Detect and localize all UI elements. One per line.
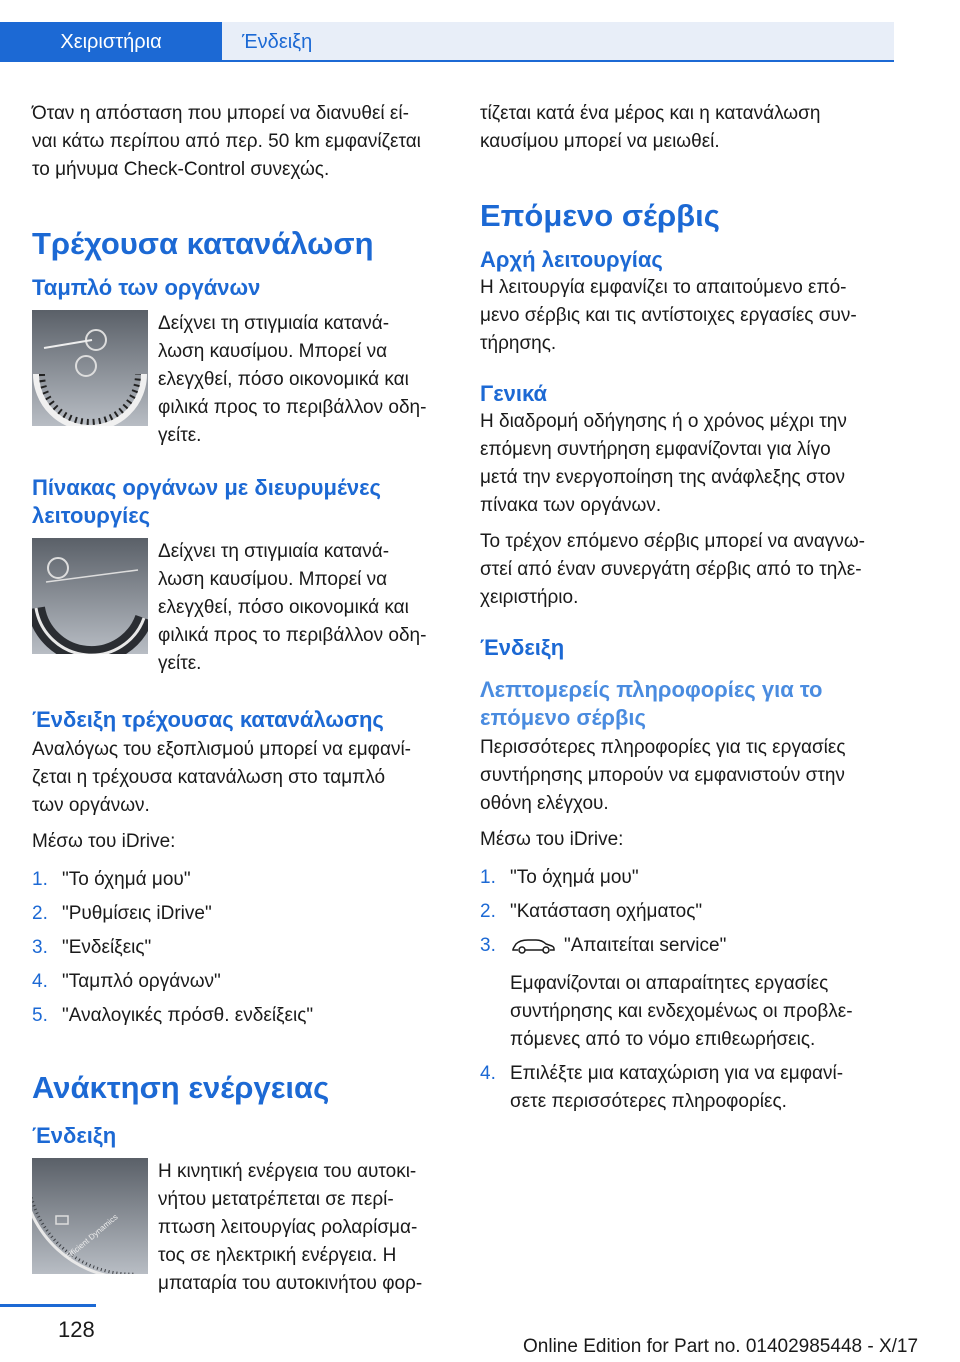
heading-instrument-cluster: Ταμπλό των οργάνων: [32, 275, 261, 300]
cluster-description: Δείχνει τη στιγμιαία κατανά- λωση καυσίμου. Μπορεί να ελεγχθεί, πόσο οικονομικά και φιλικά προς το περιβάλλον οδη- γείτε.: [158, 313, 427, 446]
general-paragraph-2: Το τρέχον επόμενο σέρβις μπορεί να αναγνω- στεί από έναν συνεργάτη σέρβις από το τηλε- χειριστήριο.: [480, 531, 865, 608]
recovery-gauge-image: [32, 1158, 148, 1274]
list-item: 1. "Το όχημά μου": [480, 867, 639, 888]
heading-general: Γενικά: [480, 381, 548, 406]
cluster-figure: [32, 310, 452, 450]
list-item: 5. "Αναλογικές πρόσθ. ενδείξεις": [32, 1005, 314, 1026]
via-idrive-left: Μέσω του iDrive:: [32, 831, 176, 852]
header-divider: [0, 60, 894, 62]
list-item: 1. "Το όχημά μου": [32, 869, 191, 890]
car-service-icon: [510, 937, 556, 955]
extended-description: Δείχνει τη στιγμιαία κατανά- λωση καυσίμου. Μπορεί να ελεγχθεί, πόσο οικονομικά και φιλικά προς το περιβάλλον οδη- γείτε.: [158, 541, 427, 674]
continuation-paragraph: τίζεται κατά ένα μέρος και η κατανάλωση καυσίμου μπορεί να μειωθεί.: [480, 103, 821, 152]
recovery-figure: [32, 1158, 452, 1298]
list-item: 3. "Απαιτείται service" Εμφανίζονται οι απαραίτητες εργασίες συντήρησης και ενδεχομένως οι προβλε- πόμενες από το νόμο επιθεωρήσεις.: [480, 932, 900, 1054]
edition-note: Online Edition for Part no. 01402985448 - X/17: [523, 1336, 919, 1357]
general-paragraph-1: Η διαδρομή οδήγησης ή ο χρόνος μέχρι την επόμενη συντήρηση εμφανίζονται για λίγο μετά την ενεργοποίηση της ανάφλεξης στον πίνακα των οργάνων.: [480, 411, 847, 516]
heading-details: Λεπτομερείς πληροφορίες για το επόμενο σέρβις: [480, 677, 823, 730]
step3-label: "Απαιτείται service": [564, 935, 727, 956]
list-item: 4. Επιλέξτε μια καταχώριση για να εμφανί- σετε περισσότερες πληροφορίες.: [480, 1063, 844, 1112]
gauge-extended-image: [32, 538, 148, 654]
intro-paragraph: Όταν η απόσταση που μπορεί να διανυθεί εί- ναι κάτω περίπου από περ. 50 km εμφανίζεται το μήνυμα Check-Control συνεχώς.: [32, 103, 421, 180]
header-bar: [0, 0, 960, 62]
principle-paragraph: Η λειτουργία εμφανίζει το απαιτούμενο επό- μενο σέρβις και τις αντίστοιχες εργασίες συν- τήρησης.: [480, 277, 857, 354]
step3-note: Εμφανίζονται οι απαραίτητες εργασίες συντήρησης και ενδεχομένως οι προβλε- πόμενες από το νόμο επιθεωρήσεις.: [510, 973, 853, 1050]
heading-recovery-display: Ένδειξη: [32, 1123, 117, 1148]
page-number: 128: [58, 1317, 95, 1342]
left-column: [32, 100, 452, 1298]
left-steps-list: [32, 866, 452, 1030]
heading-current-consumption: Τρέχουσα κατανάλωση: [32, 226, 374, 261]
efficient-dynamics-label: Efficient Dynamics: [63, 1212, 120, 1262]
heading-display: Ένδειξη: [480, 635, 565, 660]
extended-figure: [32, 538, 452, 678]
list-item: 2. "Ρυθμίσεις iDrive": [32, 903, 212, 924]
heading-next-service: Επόμενο σέρβις: [480, 198, 720, 233]
right-steps-list: [480, 864, 900, 1116]
details-paragraph: Περισσότερες πληροφορίες για τις εργασίες συντήρησης μπορούν να εμφανιστούν στην οθόνη ελέγχου.: [480, 737, 846, 814]
tab-controls[interactable]: Χειριστήρια: [0, 22, 222, 62]
recovery-description: Η κινητική ενέργεια του αυτοκι- νήτου μετατρέπεται σε περί- πτωση λειτουργίας ρολαρίσμα- τος σε ηλεκτρική ενέργεια. Η μπαταρία του αυτοκινήτου φορ-: [158, 1161, 423, 1294]
list-item: 4. "Ταμπλό οργάνων": [32, 971, 221, 992]
gauge-image: [32, 310, 148, 426]
via-idrive-right: Μέσω του iDrive:: [480, 829, 624, 850]
display-paragraph: Αναλόγως του εξοπλισμού μπορεί να εμφανί- ζεται η τρέχουσα κατανάλωση στο ταμπλό των οργάνων.: [32, 739, 412, 816]
heading-consumption-display: Ένδειξη τρέχουσας κατανάλωσης: [32, 707, 384, 732]
heading-principle: Αρχή λειτουργίας: [480, 247, 663, 272]
list-item: 2. "Κατάσταση οχήματος": [480, 901, 703, 922]
heading-energy-recovery: Ανάκτηση ενέργειας: [32, 1070, 330, 1105]
right-column: [480, 100, 900, 1122]
heading-extended-cluster: Πίνακας οργάνων με διευρυμένες λειτουργίες: [32, 475, 381, 528]
footer-divider: [0, 1304, 96, 1307]
list-item: 3. "Ενδείξεις": [32, 937, 152, 958]
tab-display[interactable]: Ένδειξη: [222, 22, 894, 62]
